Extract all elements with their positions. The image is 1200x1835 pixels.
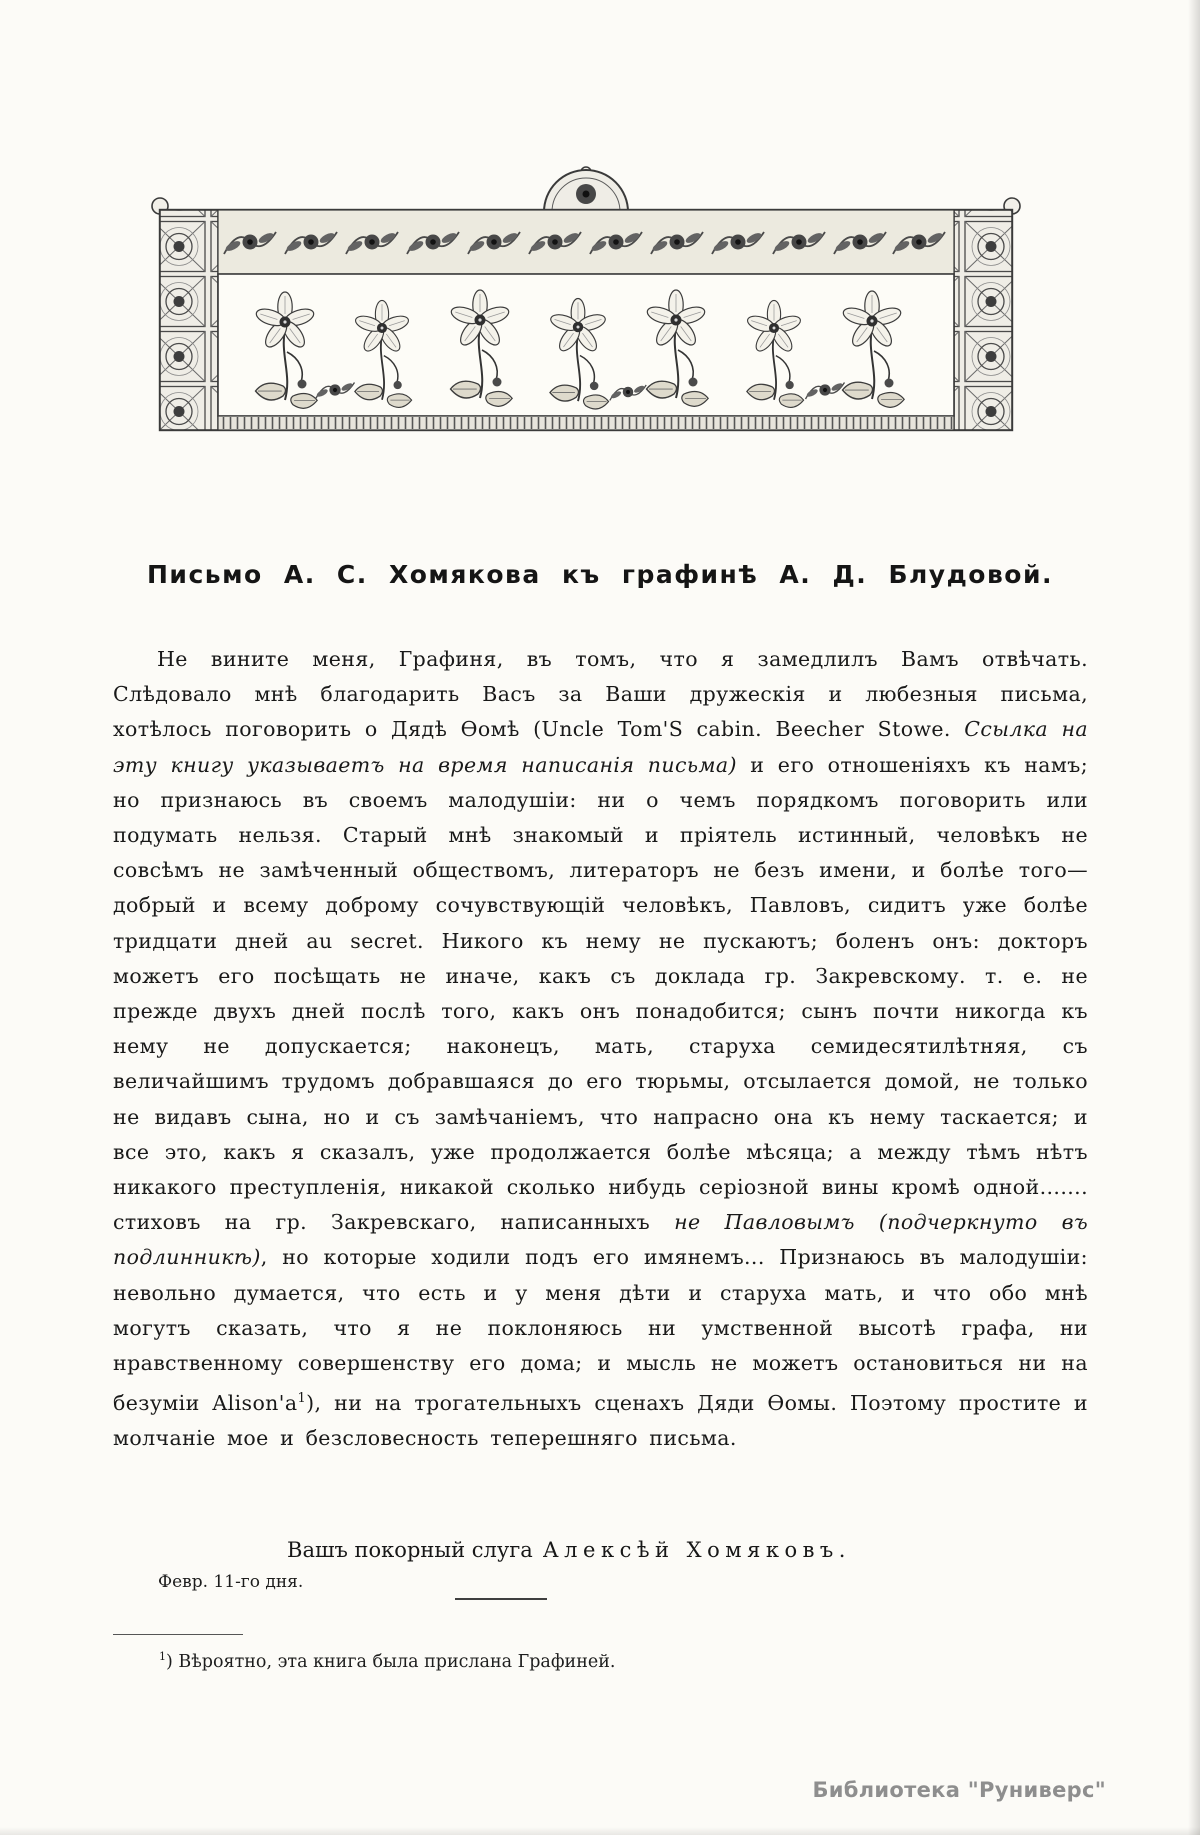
signature-divider-rule — [455, 1598, 547, 1600]
letter-run: Не вините меня, Графиня, въ томъ, что я замедлилъ Вамъ отвѣчать. Слѣдовало мнѣ благодарить Васъ за Ваши дружескія и любезныя письма, хотѣлось поговорить о Дядѣ Ѳомѣ (Uncle Tom'S cabin. Beecher Stowe. — [113, 647, 1088, 742]
signature-name: Алексѣй Хомяковъ. — [542, 1538, 851, 1562]
letter-body — [113, 642, 1088, 1457]
footnote-reference: 1 — [297, 1391, 307, 1407]
letter-run: и его отношеніяхъ къ намъ; но признаюсь въ своемъ малодушіи: ни о чемъ порядкомъ поговорить или подумать нельзя. Старый мнѣ знакомый и пріятель истинный, человѣкъ не совсѣмъ не замѣченный обществомъ, литераторъ не безъ имени, и болѣе того—добрый и всему доброму сочувствующій человѣкъ, Павловъ, сидитъ уже болѣе тридцати дней au secret. Никого къ нему не пускаютъ; боленъ онъ: докторъ можетъ его посѣщать не иначе, какъ съ доклада гр. Закревскому. т. е. не прежде двухъ дней послѣ того, какъ онъ понадобится; сынъ почти никогда къ нему не допускается; наконецъ, мать, старуха семидесятилѣтняя, съ величайшимъ трудомъ добравшаяся до его тюрьмы, отсылается домой, не только не видавъ сына, но и съ замѣчаніемъ, что напрасно она къ нему таскается; и все это, какъ я сказалъ, уже продолжается болѣе мѣсяца; а между тѣмъ нѣтъ никакого преступленія, никакой сколько нибудь серіозной вины кромѣ одной....... стиховъ на гр. Закревскаго, написанныхъ — [113, 752, 1089, 1235]
library-watermark: Библиотека "Руниверс" — [812, 1778, 1106, 1802]
date-line: Февр. 11-го дня. — [158, 1572, 304, 1592]
scan-edge-shadow-bottom — [0, 1827, 1200, 1835]
signature-line — [0, 1538, 1200, 1562]
footnote — [113, 1650, 1088, 1672]
letter-run: ), ни на трогательныхъ сценахъ Дяди Ѳомы. Поэтому простите и молчаніе мое и безсловесность теперешняго письма. — [113, 1391, 1088, 1451]
floral-headpiece-icon — [150, 164, 1022, 436]
headpiece-ornament-image — [150, 164, 1022, 436]
scan-edge-shadow-right — [1188, 0, 1200, 1835]
footnote-divider-rule — [113, 1634, 243, 1635]
footnote-marker: 1 — [159, 1650, 166, 1663]
letter-run-italic: Ссылка на эту книгу указываетъ на время написанія письма) — [113, 717, 1088, 777]
letter-run-italic: не Павловымъ (подчеркнуто въ подлинникѣ) — [113, 1210, 1089, 1270]
letter-run: , но которые ходили подъ его имянемъ... Признаюсь въ малодушіи: невольно думается, что есть и у меня дѣти и старуха мать, и что обо мнѣ могутъ сказать, что я не поклоняюсь ни умственной высотѣ графа, ни нравственному совершенству его дома; и мысль не можетъ остановиться ни на безуміи Alison'а — [113, 1245, 1088, 1416]
footnote-text: ) Вѣроятно, эта книга была прислана Графиней. — [166, 1651, 616, 1672]
page-title: Письмо А. С. Хомякова къ графинѣ А. Д. Блудовой. — [147, 560, 1053, 589]
signature-prefix: Вашъ покорный слуга — [287, 1538, 533, 1562]
